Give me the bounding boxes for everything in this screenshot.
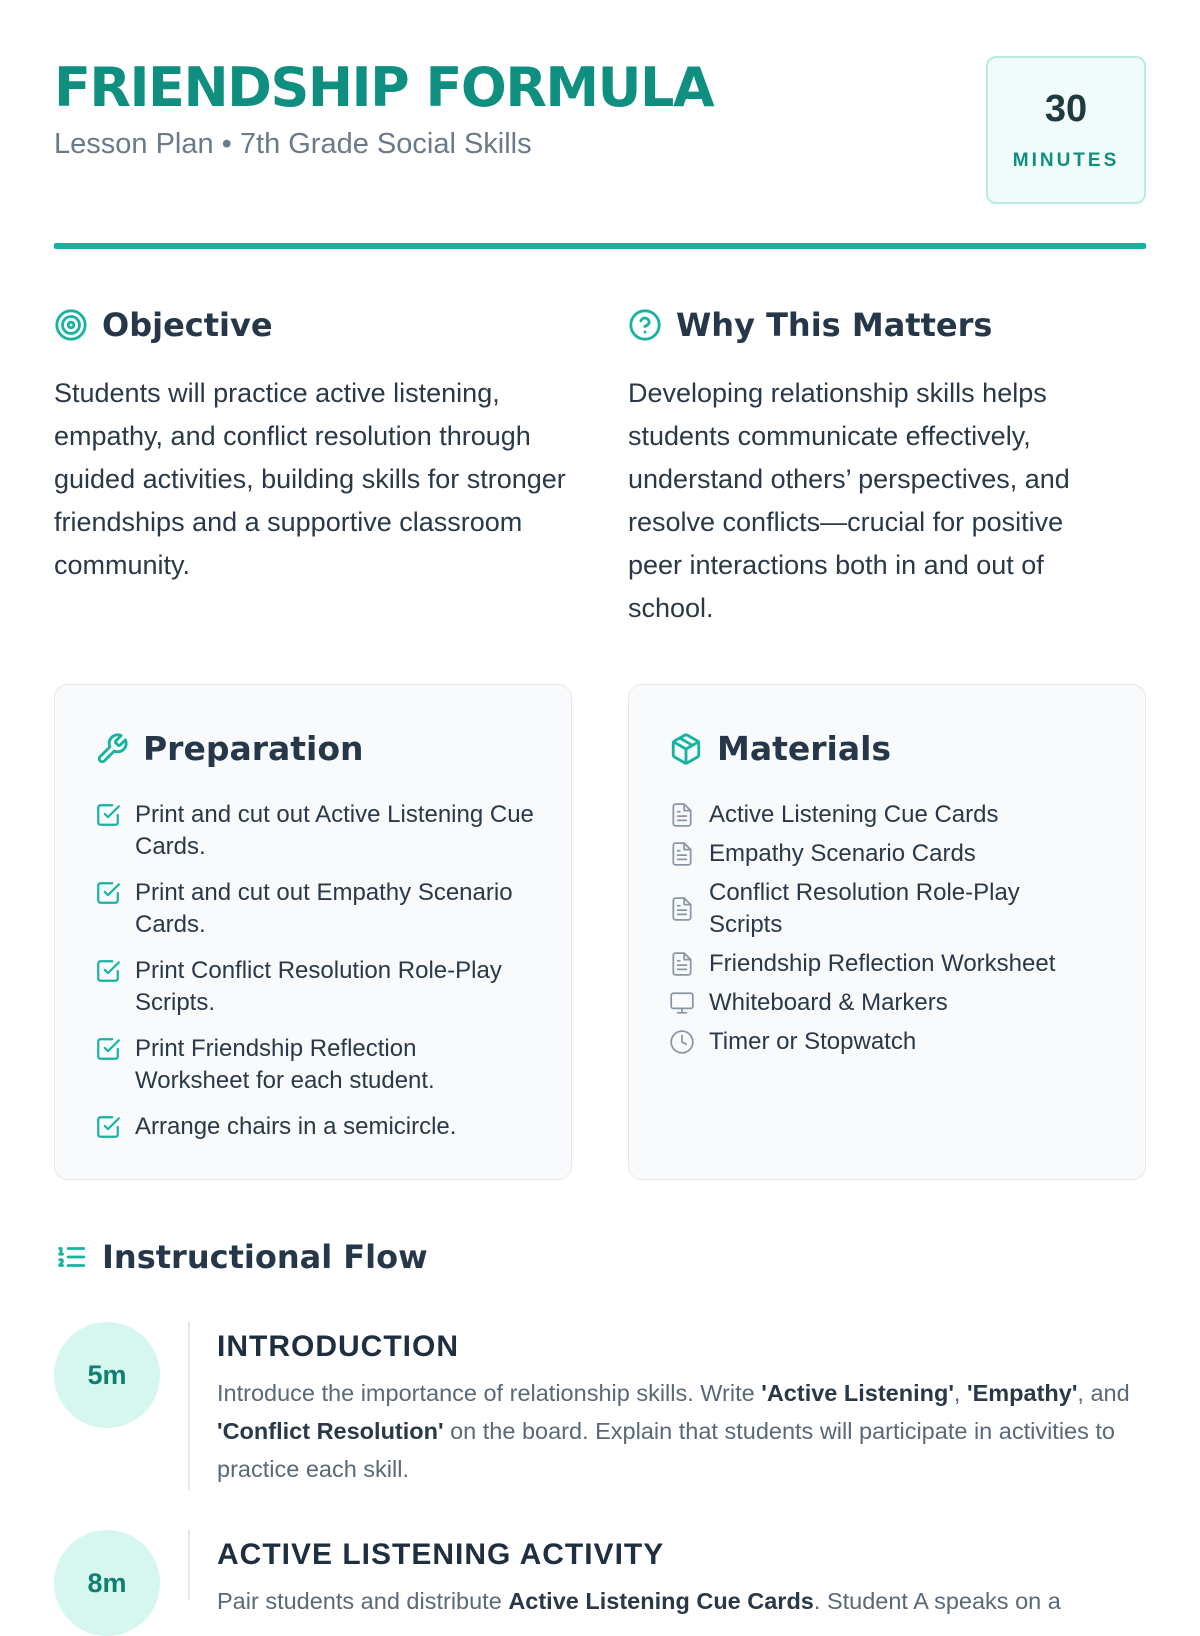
- clock-icon: [669, 1029, 695, 1055]
- description-text: Pair students and distribute: [217, 1588, 509, 1614]
- target-icon: [54, 308, 88, 342]
- step-description: [217, 1374, 1137, 1488]
- monitor-icon: [669, 990, 695, 1016]
- step-title: INTRODUCTION: [217, 1330, 459, 1363]
- emphasized-term: 'Empathy': [966, 1380, 1078, 1406]
- document-icon: [669, 841, 695, 867]
- checkbox-checked-icon: [95, 1114, 121, 1140]
- description-text: ,: [953, 1380, 967, 1406]
- material-item-text: Conflict Resolution Role-Play Scripts: [709, 879, 1020, 938]
- description-text: on the board. Explain that students will participate in activities to practice each skill.: [217, 1418, 1116, 1482]
- document-icon: [669, 802, 695, 828]
- step-divider: [188, 1530, 190, 1600]
- list-item: [669, 877, 1109, 941]
- document-icon: [669, 951, 695, 977]
- list-item: [669, 838, 1109, 870]
- description-text: , and: [1077, 1380, 1130, 1406]
- list-item: [95, 1033, 535, 1097]
- step-divider: [188, 1322, 190, 1490]
- list-item: [95, 1111, 535, 1143]
- question-circle-icon: [628, 308, 662, 342]
- list-item: [669, 799, 1109, 831]
- page-subtitle: Lesson Plan • 7th Grade Social Skills: [54, 128, 532, 160]
- duration-unit: MINUTES: [1012, 150, 1120, 171]
- preparation-item-text: Print and cut out Empathy Scenario Cards.: [135, 879, 513, 938]
- preparation-item-text: Arrange chairs in a semicircle.: [135, 1113, 457, 1140]
- emphasized-term: Active Listening Cue Cards: [508, 1588, 814, 1614]
- list-item: [95, 877, 535, 941]
- description-text: Introduce the importance of relationship skills. Write: [217, 1380, 762, 1406]
- materials-list: [669, 799, 1109, 1065]
- emphasized-term: 'Active Listening': [761, 1380, 954, 1406]
- step-description: [217, 1582, 1137, 1614]
- header-divider: [54, 243, 1146, 249]
- checkbox-checked-icon: [95, 958, 121, 984]
- preparation-item-text: Print Friendship Reflection Worksheet for each student.: [135, 1035, 435, 1094]
- why-text: Developing relationship skills helps students communicate effectively, understand others’ perspectives, and resolve conflicts—crucial for positive peer interactions both in and out of school.: [628, 378, 1070, 623]
- instructional-flow-heading: [54, 1238, 428, 1276]
- material-item-text: Friendship Reflection Worksheet: [709, 950, 1056, 977]
- preparation-heading-text: Preparation: [143, 729, 364, 768]
- preparation-list: [95, 799, 535, 1157]
- preparation-item-text: Print and cut out Active Listening Cue Cards.: [135, 801, 534, 860]
- page-title: FRIENDSHIP FORMULA: [54, 56, 714, 119]
- material-item-text: Active Listening Cue Cards: [709, 801, 999, 828]
- document-icon: [669, 896, 695, 922]
- materials-card: [628, 684, 1146, 1180]
- material-item-text: Timer or Stopwatch: [709, 1028, 917, 1055]
- package-icon: [669, 732, 703, 766]
- list-item: [95, 955, 535, 1019]
- objective-heading: [54, 306, 273, 344]
- objective-text: Students will practice active listening, empathy, and conflict resolution through guided activities, building skills for stronger friendships and a supportive classroom community.: [54, 378, 566, 580]
- checkbox-checked-icon: [95, 802, 121, 828]
- list-item: [669, 1026, 1109, 1058]
- list-item: [669, 948, 1109, 980]
- checkbox-checked-icon: [95, 880, 121, 906]
- duration-value: 30: [1044, 88, 1088, 130]
- material-item-text: Whiteboard & Markers: [709, 989, 948, 1016]
- why-heading: [628, 306, 992, 344]
- step-duration-badge: 5m: [54, 1322, 160, 1428]
- list-item: [669, 987, 1109, 1019]
- materials-heading: [669, 729, 891, 768]
- preparation-heading: [95, 729, 364, 768]
- duration-badge: [986, 56, 1146, 204]
- objective-heading-text: Objective: [102, 306, 273, 344]
- numbered-list-icon: [54, 1240, 88, 1274]
- material-item-text: Empathy Scenario Cards: [709, 840, 976, 867]
- instructional-flow-heading-text: Instructional Flow: [102, 1238, 428, 1276]
- step-duration-badge: 8m: [54, 1530, 160, 1636]
- emphasized-term: 'Conflict Resolution': [217, 1418, 444, 1444]
- checkbox-checked-icon: [95, 1036, 121, 1062]
- header: [54, 56, 1146, 206]
- materials-heading-text: Materials: [717, 729, 892, 768]
- preparation-card: [54, 684, 572, 1180]
- step-title: ACTIVE LISTENING ACTIVITY: [217, 1538, 665, 1571]
- preparation-item-text: Print Conflict Resolution Role-Play Scripts.: [135, 957, 502, 1016]
- list-item: [95, 799, 535, 863]
- why-heading-text: Why This Matters: [676, 306, 993, 344]
- description-text: . Student A speaks on a: [813, 1588, 1061, 1614]
- wrench-icon: [95, 732, 129, 766]
